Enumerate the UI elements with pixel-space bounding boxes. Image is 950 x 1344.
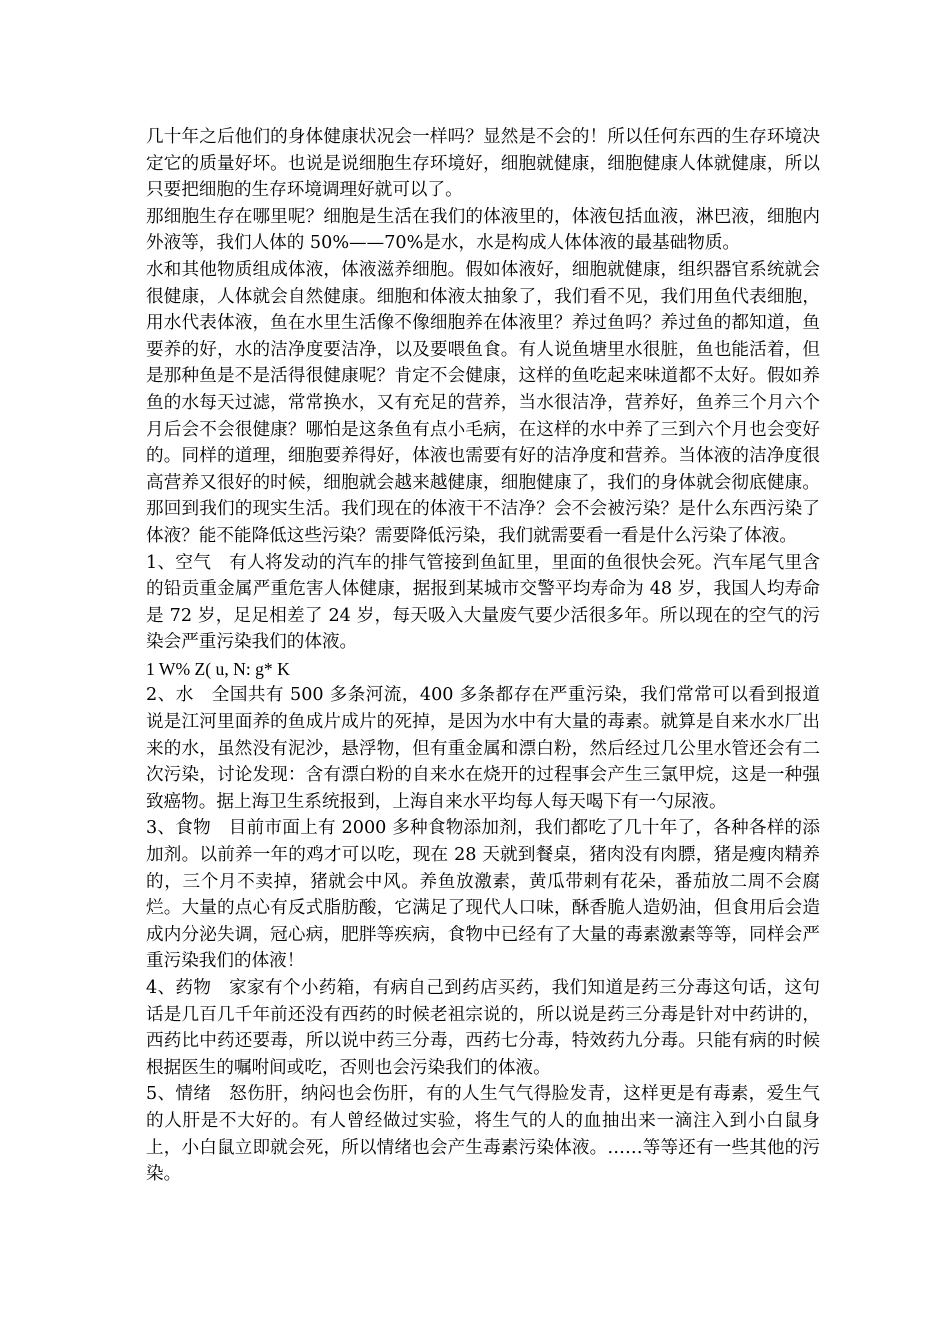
paragraph-cell-environment: 几十年之后他们的身体健康状况会一样吗？显然是不会的！所以任何东西的生存环境决定它的质量好坏。也说是说细胞生存环境好，细胞就健康，细胞健康人体就健康，所以只要把细胞的生存环境调理好就可以了。	[146, 127, 820, 201]
paragraph-stray-code: 1 W% Z( u, N: g* K	[146, 658, 290, 679]
paragraph-medicine: 4、药物 家家有个小药箱，有病自己到药店买药，我们知道是药三分毒这句话，这句话是几百几千年前还没有西药的时候老祖宗说的，所以说是药三分毒是针对中药讲的，西药比中药还要毒，所以说中药三分毒，西药七分毒，特效药九分毒。只能有病的时候根据医生的嘱咐间或吃，否则也会污染我们的体液。	[146, 978, 820, 1078]
paragraph-air-pollution: 1、空气 有人将发动的汽车的排气管接到鱼缸里，里面的鱼很快会死。汽车尾气里含的铅贡重金属严重危害人体健康，据报到某城市交警平均寿命为 48 岁，我国人均寿命是 72 岁，足足相差了 24 岁，每天吸入大量废气要少活很多年。所以现在的空气的污染会严重污染我们的体液。	[146, 552, 820, 653]
paragraph-emotion: 5、情绪 怒伤肝，纳闷也会伤肝，有的人生气气得脸发青，这样更是有毒素，爱生气的人肝是不大好的。有人曾经做过实验，将生气的人的血抽出来一滴注入到小白鼠身上，小白鼠立即就会死，所以情绪也会产生毒素污染体液。……等等还有一些其他的污染。	[146, 1084, 820, 1185]
paragraph-food-additives: 3、食物 目前市面上有 2000 多种食物添加剂，我们都吃了几十年了，各种各样的添加剂。以前养一年的鸡才可以吃，现在 28 天就到餐桌，猪肉没有肉膘，猪是瘦肉精养的，三个月不卖掉，猪就会中风。养鱼放激素，黄瓜带刺有花朵，番茄放二周不会腐烂。大量的点心有反式脂肪酸，它满足了现代人口味，酥香脆人造奶油，但食用后会造成内分泌失调，冠心病，肥胖等疾病，食物中已经有了大量的毒素激素等等，同样会严重污染我们的体液！	[146, 818, 820, 972]
paragraph-body-fluid: 那细胞生存在哪里呢？细胞是生活在我们的体液里的，体液包括血液，淋巴液，细胞内外液等，我们人体的 50%——70%是水，水是构成人体体液的最基础物质。	[146, 206, 820, 254]
document-page	[146, 124, 820, 1188]
paragraph-water-pollution: 2、水 全国共有 500 多条河流，400 多条都存在严重污染，我们常常可以看到报道说是江河里面养的鱼成片成片的死掉，是因为水中有大量的毒素。就算是自来水水厂出来的水，虽然没有泥沙，悬浮物，但有重金属和漂白粉，然后经过几公里水管还会有二次污染，讨论发现：含有漂白粉的自来水在烧开的过程事会产生三氯甲烷，这是一种强致癌物。据上海卫生系统报到，上海自来水平均每人每天喝下有一勺尿液。	[146, 685, 820, 812]
paragraph-fish-analogy: 水和其他物质组成体液，体液滋养细胞。假如体液好，细胞就健康，组织器官系统就会很健康，人体就会自然健康。细胞和体液太抽象了，我们看不见，我们用鱼代表细胞，用水代表体液，鱼在水里生活像不像细胞养在体液里？养过鱼吗？养过鱼的都知道，鱼要养的好，水的洁净度要洁净，以及要喂鱼食。有人说鱼塘里水很脏，鱼也能活着，但是那种鱼是不是活得很健康呢？肯定不会健康，这样的鱼吃起来味道都不太好。假如养鱼的水每天过滤，常常换水，又有充足的营养，当水很洁净，营养好，鱼养三个月六个月后会不会很健康？哪怕是这条鱼有点小毛病，在这样的水中养了三到六个月也会变好的。同样的道理，细胞要养得好，体液也需要有好的洁净度和营养。当体液的洁净度很高营养又很好的时候，细胞就会越来越健康，细胞健康了，我们的身体就会彻底健康。那回到我们的现实生活。我们现在的体液干不洁净？会不会被污染？是什么东西污染了体液？能不能降低这些污染？需要降低污染，我们就需要看一看是什么污染了体液。	[146, 259, 820, 546]
